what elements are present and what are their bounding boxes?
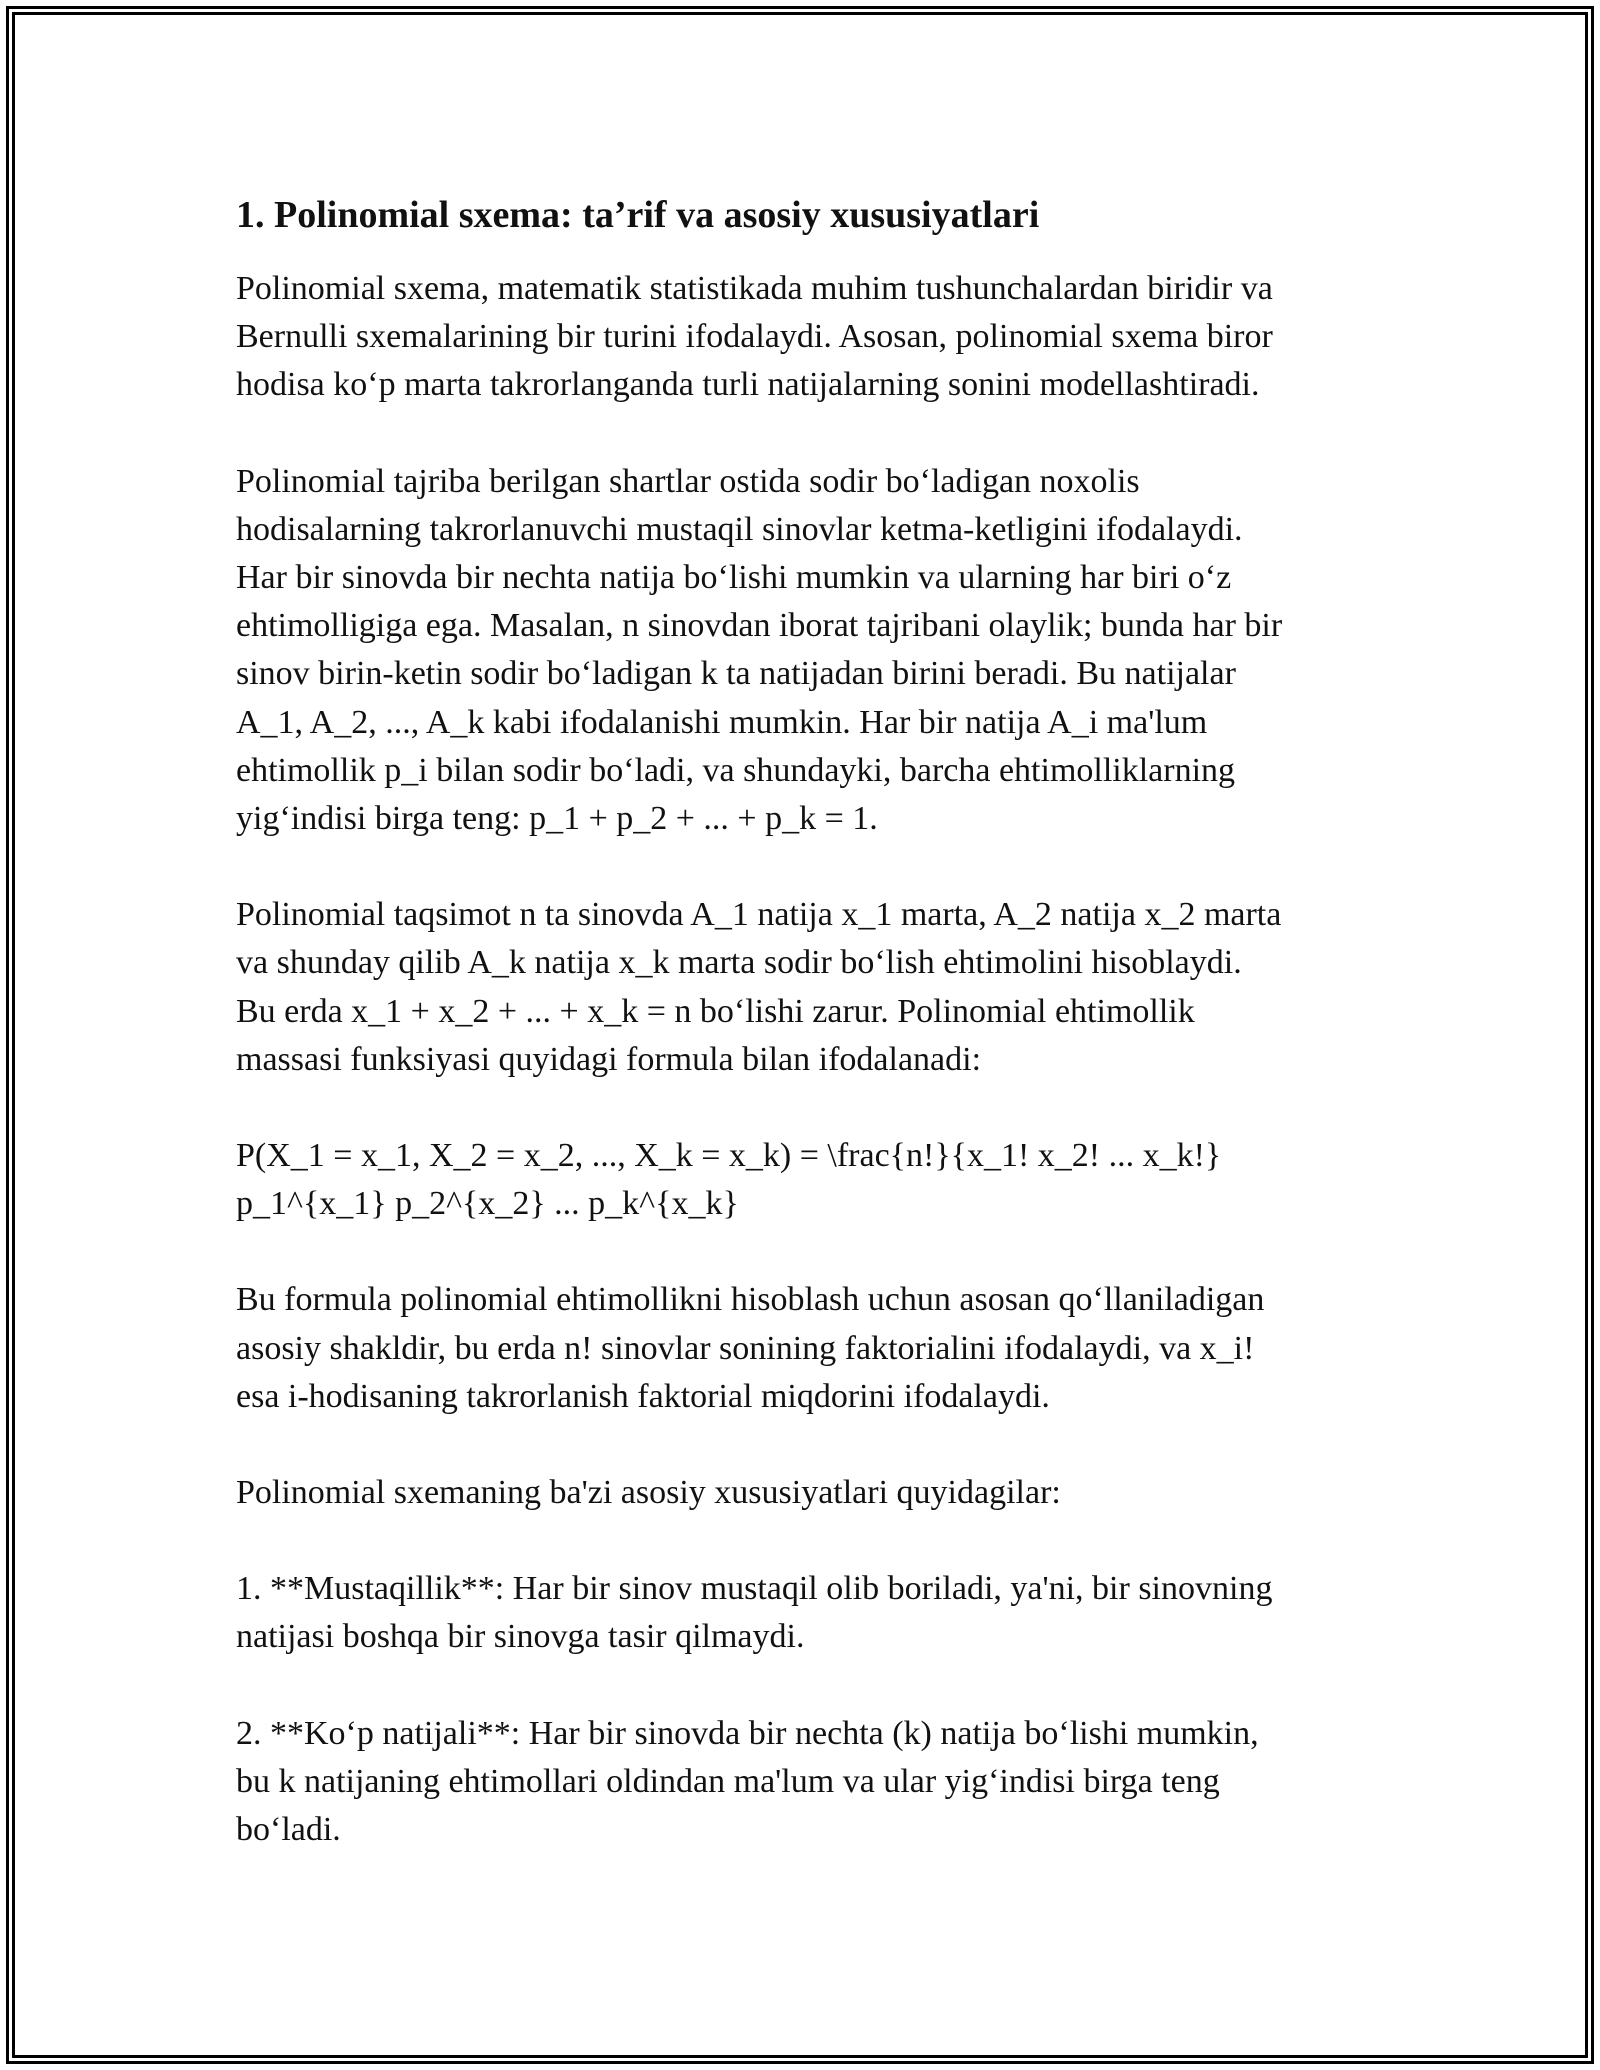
paragraph-properties-intro: Polinomial sxemaning ba'zi asosiy xususiyatlari quyidagilar: — [236, 1474, 1061, 1512]
paragraph-experiment: Polinomial tajriba berilgan shartlar ostida sodir bo‘ladigan noxolis hodisalarning takrorlanuvchi mustaqil sinovlar ketma-ketligini ifodalaydi. Har bir sinovda bir nechta natija bo‘lishi mumkin va ularning har biri o‘z ehtimolligiga ega. Masalan, n sinovdan iborat tajribani olaylik; bunda har bir sinov birin-ketin sodir bo‘ladigan k ta natijadan birini beradi. Bu natijalar A_1, A_2, ..., A_k kabi ifodalanishi mumkin. Har bir natija A_i ma'lum ehtimollik p_i bilan sodir bo‘ladi, va shundayki, barcha ehtimolliklarning yig‘indisi birga teng: p_1 + p_2 + ... + p_k = 1. — [236, 462, 1283, 838]
paragraph-intro: Polinomial sxema, matematik statistikada muhim tushunchalardan biridir va Bernulli sxemalarining bir turini ifodalaydi. Asosan, polinomial sxema biror hodisa ko‘p marta takrorlanganda turli natijalarning sonini modellashtiradi. — [236, 270, 1273, 404]
list-item-independence: 1. **Mustaqillik**: Har bir sinov mustaqil olib boriladi, ya'ni, bir sinovning natijasi boshqa bir sinovga tasir qilmaydi. — [236, 1570, 1273, 1656]
section-heading: 1. Polinomial sxema: ta’rif va asosiy xususiyatlari — [236, 194, 1040, 236]
list-item-multiple-outcomes: 2. **Ko‘p natijali**: Har bir sinovda bir nechta (k) natija bo‘lishi mumkin, bu k natijaning ehtimollari oldindan ma'lum va ular yig‘indisi birga teng bo‘ladi. — [236, 1714, 1259, 1849]
paragraph-formula-explanation: Bu formula polinomial ehtimollikni hisoblash uchun asosan qo‘llaniladigan asosiy shakldir, bu erda n! sinovlar sonining faktorialini ifodalaydi, va x_i! esa i-hodisaning takrorlanish faktorial miqdorini ifodalaydi. — [236, 1281, 1265, 1415]
formula: P(X_1 = x_1, X_2 = x_2, ..., X_k = x_k) = \frac{n!}{x_1! x_2! ... x_k!} p_1^{x_1} p_2^{x_2} ... p_k^{x_k} — [236, 1137, 1222, 1223]
paragraph-distribution: Polinomial taqsimot n ta sinovda A_1 natija x_1 marta, A_2 natija x_2 marta va shunday qilib A_k natija x_k marta sodir bo‘lish ehtimolini hisoblaydi. Bu erda x_1 + x_2 + ... + x_k = n bo‘lishi zarur. Polinomial ehtimollik massasi funksiyasi quyidagi formula bilan ifodalanadi: — [236, 896, 1282, 1078]
document-body — [236, 187, 1386, 1902]
